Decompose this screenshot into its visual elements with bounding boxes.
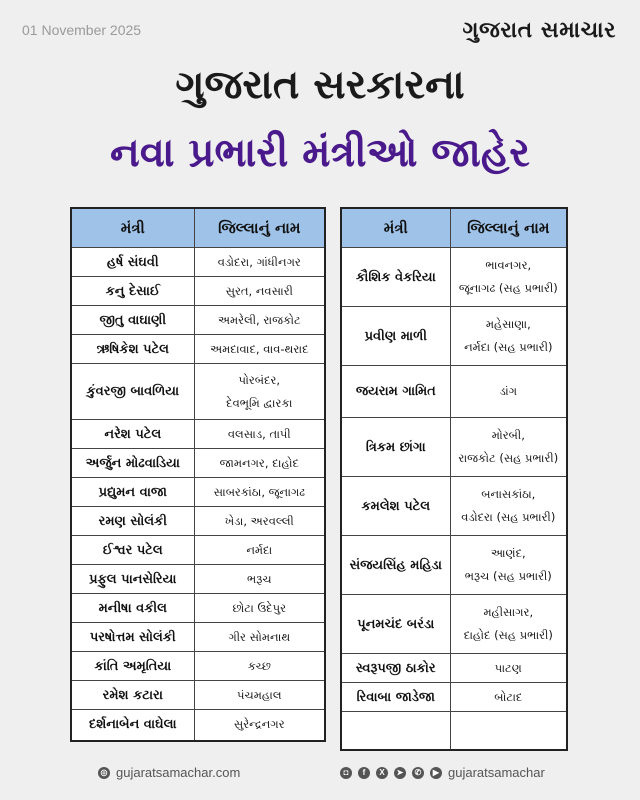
district-cell bbox=[194, 710, 325, 741]
minister-name: રમેશ કટારા bbox=[71, 681, 194, 710]
minister-name: હર્ષ સંઘવી bbox=[71, 248, 194, 277]
table-row bbox=[71, 536, 325, 565]
table-row bbox=[341, 654, 567, 683]
table-row bbox=[71, 248, 325, 277]
table-row bbox=[71, 681, 325, 710]
page-title-line2: નવા પ્રભારી મંત્રીઓ જાહેર bbox=[110, 130, 530, 176]
minister-name: પ્રફુલ પાનસેરિયા bbox=[71, 565, 194, 594]
table-row bbox=[71, 594, 325, 623]
district-line: દાહોદ (સહ પ્રભારી) bbox=[463, 628, 553, 642]
district-line: સુરેન્દ્રનગર bbox=[233, 717, 285, 732]
district-line: દેવભૂમિ દ્વારકા bbox=[226, 395, 293, 410]
district-cell bbox=[450, 595, 567, 654]
table-row bbox=[71, 420, 325, 449]
district-line: મહીસાગર, bbox=[483, 605, 534, 619]
table-row bbox=[341, 536, 567, 595]
empty-row bbox=[341, 712, 567, 750]
empty-cell bbox=[450, 712, 567, 750]
table-row bbox=[71, 710, 325, 741]
district-line: સાબરકાંઠા, જૂનાગઢ bbox=[213, 484, 306, 499]
minister-name: કૌશિક વેકરિયા bbox=[341, 248, 450, 307]
minister-name: રમણ સોલંકી bbox=[71, 507, 194, 536]
header-minister: મંત્રી bbox=[341, 208, 450, 248]
district-cell bbox=[194, 507, 325, 536]
district-line: કચ્છ bbox=[247, 658, 271, 673]
minister-name: નરેશ પટેલ bbox=[71, 420, 194, 449]
table-row bbox=[71, 623, 325, 652]
district-line: ગીર સોમનાથ bbox=[228, 629, 291, 644]
youtube-icon[interactable]: ▶ bbox=[430, 767, 442, 779]
district-cell bbox=[450, 307, 567, 366]
district-cell bbox=[194, 594, 325, 623]
district-cell bbox=[194, 277, 325, 306]
district-cell bbox=[450, 366, 567, 418]
minister-name: દર્શનાબેન વાઘેલા bbox=[71, 710, 194, 741]
district-line: વડોદરા, ગાંધીનગર bbox=[217, 254, 301, 269]
district-cell bbox=[194, 478, 325, 507]
district-cell bbox=[194, 364, 325, 420]
minister-name: કનુ દેસાઈ bbox=[71, 277, 194, 306]
district-cell bbox=[450, 418, 567, 477]
table-row bbox=[341, 477, 567, 536]
minister-name: જયરામ ગામિત bbox=[341, 366, 450, 418]
header-minister: મંત્રી bbox=[71, 208, 194, 248]
district-line: ભરૂચ bbox=[247, 571, 272, 586]
header-district: જિલ્લાનું નામ bbox=[194, 208, 325, 248]
minister-name: કમલેશ પટેલ bbox=[341, 477, 450, 536]
district-line: જામનગર, દાહોદ bbox=[219, 455, 299, 470]
district-line: ભરૂચ (સહ પ્રભારી) bbox=[464, 569, 552, 583]
district-line: છોટા ઉદેપુર bbox=[232, 600, 287, 615]
district-line: નર્મદા (સહ પ્રભારી) bbox=[464, 340, 553, 354]
district-line: રાજકોટ (સહ પ્રભારી) bbox=[458, 451, 559, 465]
district-cell bbox=[194, 335, 325, 364]
telegram-icon[interactable]: ➤ bbox=[394, 767, 406, 779]
district-line: પોરબંદર, bbox=[238, 372, 281, 387]
district-cell bbox=[194, 536, 325, 565]
district-line: મોરબી, bbox=[491, 428, 525, 442]
district-cell bbox=[194, 652, 325, 681]
district-line: અમરેલી, રાજકોટ bbox=[217, 312, 301, 327]
minister-name: સ્વરૂપજી ઠાકોર bbox=[341, 654, 450, 683]
minister-name: ત્રિકમ છાંગા bbox=[341, 418, 450, 477]
table-row bbox=[341, 248, 567, 307]
district-line: ડાંગ bbox=[499, 384, 518, 398]
minister-name: કુંવરજી બાવળિયા bbox=[71, 364, 194, 420]
district-cell bbox=[194, 565, 325, 594]
ministers-table-left bbox=[70, 207, 326, 742]
district-line: બનાસકાંઠા, bbox=[481, 487, 536, 501]
footer-website[interactable] bbox=[98, 765, 240, 780]
table-row bbox=[71, 335, 325, 364]
minister-name: પૂનમચંદ બરંડા bbox=[341, 595, 450, 654]
district-cell bbox=[194, 681, 325, 710]
minister-name: પરષોત્તમ સોલંકી bbox=[71, 623, 194, 652]
post-date: 01 November 2025 bbox=[22, 22, 142, 38]
district-line: આણંદ, bbox=[490, 546, 526, 560]
district-line: અમદાવાદ, વાવ-થરાદ bbox=[210, 341, 309, 356]
minister-name: કાંતિ અમૃતિયા bbox=[71, 652, 194, 681]
district-line: ખેડા, અરવલ્લી bbox=[224, 513, 294, 528]
minister-name: પ્રદ્યુમન વાજા bbox=[71, 478, 194, 507]
district-line: પંચમહાલ bbox=[237, 687, 282, 702]
table-row bbox=[71, 306, 325, 335]
table-row bbox=[71, 364, 325, 420]
district-line: વલસાડ, તાપી bbox=[227, 426, 291, 441]
globe-icon: ◎ bbox=[98, 767, 110, 779]
district-cell bbox=[450, 248, 567, 307]
district-cell bbox=[450, 654, 567, 683]
district-line: ભાવનગર, bbox=[485, 258, 532, 272]
table-row bbox=[341, 595, 567, 654]
facebook-icon[interactable]: f bbox=[358, 767, 370, 779]
district-cell bbox=[194, 449, 325, 478]
x-icon[interactable]: X bbox=[376, 767, 388, 779]
minister-name: ઋષિકેશ પટેલ bbox=[71, 335, 194, 364]
table-row bbox=[71, 565, 325, 594]
minister-name: અર્જુન મોઢવાડિયા bbox=[71, 449, 194, 478]
district-line: પાટણ bbox=[494, 660, 522, 675]
district-line: જૂનાગઢ (સહ પ્રભારી) bbox=[458, 281, 558, 295]
district-cell bbox=[450, 683, 567, 712]
district-cell bbox=[194, 420, 325, 449]
page-title-line1: ગુજરાત સરકારના bbox=[175, 62, 465, 108]
district-cell bbox=[194, 623, 325, 652]
table-row bbox=[71, 277, 325, 306]
footer-handle: gujaratsamachar bbox=[448, 765, 545, 780]
district-line: વડોદરા (સહ પ્રભારી) bbox=[461, 510, 556, 524]
table-row bbox=[341, 683, 567, 712]
district-cell bbox=[194, 306, 325, 335]
table-row bbox=[71, 449, 325, 478]
instagram-icon[interactable]: ◘ bbox=[340, 767, 352, 779]
table-row bbox=[341, 418, 567, 477]
district-line: બોટાદ bbox=[494, 689, 523, 704]
table-row bbox=[341, 307, 567, 366]
district-cell bbox=[450, 536, 567, 595]
minister-name: પ્રવીણ માળી bbox=[341, 307, 450, 366]
footer-social bbox=[340, 765, 545, 780]
brand-logo: ગુજરાત સમાચાર bbox=[462, 18, 616, 43]
minister-name: મનીષા વકીલ bbox=[71, 594, 194, 623]
header-district: જિલ્લાનું નામ bbox=[450, 208, 567, 248]
district-cell bbox=[194, 248, 325, 277]
minister-name: ઈશ્વર પટેલ bbox=[71, 536, 194, 565]
empty-cell bbox=[341, 712, 450, 750]
district-line: મહેસાણા, bbox=[485, 317, 531, 331]
table-row bbox=[71, 652, 325, 681]
minister-name: સંજયસિંહ મહિડા bbox=[341, 536, 450, 595]
footer-website-text: gujaratsamachar.com bbox=[116, 765, 241, 780]
ministers-table-right bbox=[340, 207, 568, 751]
district-line: સુરત, નવસારી bbox=[225, 283, 293, 298]
table-row bbox=[71, 478, 325, 507]
district-cell bbox=[450, 477, 567, 536]
table-row bbox=[71, 507, 325, 536]
district-line: નર્મદા bbox=[246, 542, 273, 557]
table-row bbox=[341, 366, 567, 418]
minister-name: રિવાબા જાડેજા bbox=[341, 683, 450, 712]
whatsapp-icon[interactable]: ✆ bbox=[412, 767, 424, 779]
minister-name: જીતુ વાઘાણી bbox=[71, 306, 194, 335]
